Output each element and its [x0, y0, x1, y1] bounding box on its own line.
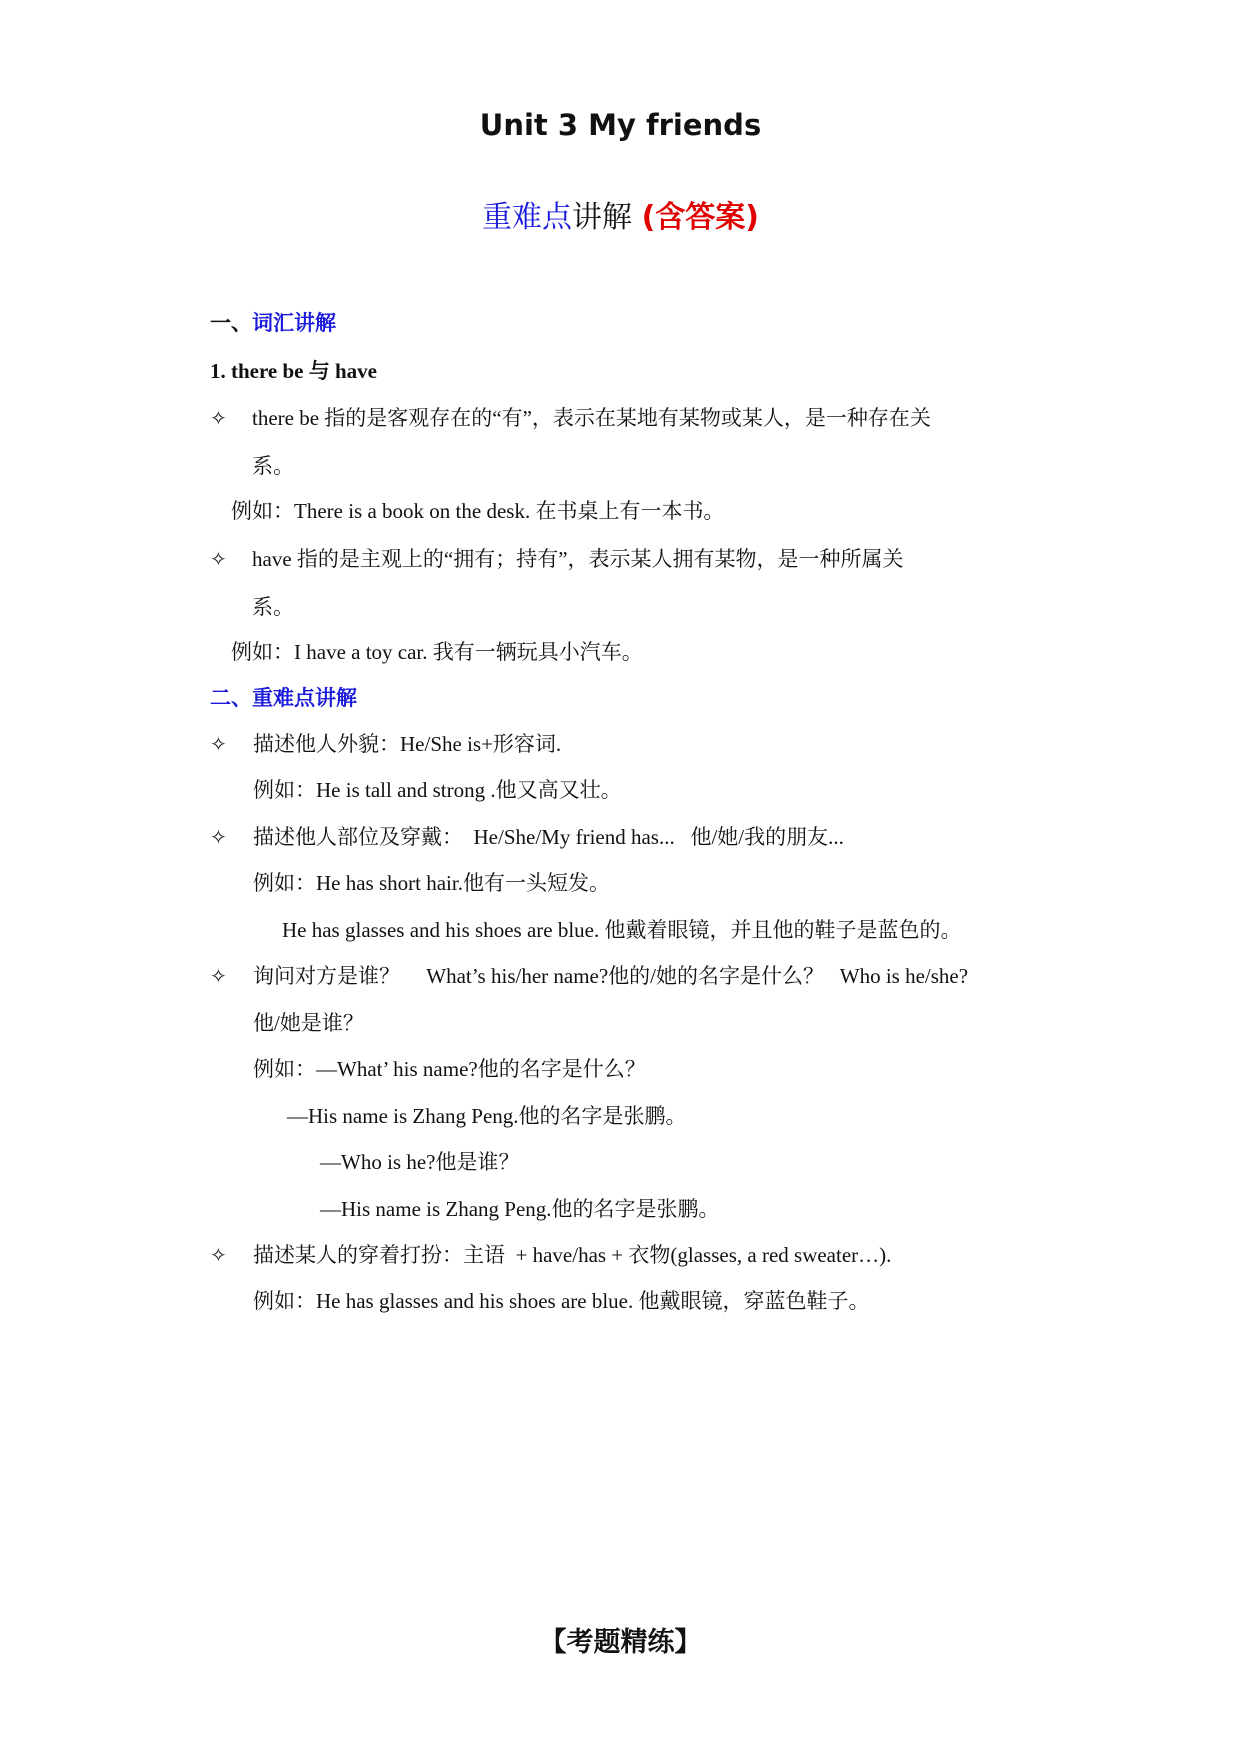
p1-line1: there be 指的是客观存在的“有”，表示在某地有某物或某人，是一种存在关: [252, 406, 931, 430]
b3-line1: 询问对方是谁？ What’s his/her name?他的/她的名字是什么？ Who is he/she?: [253, 964, 969, 988]
p2-line1: have 指的是主观上的“拥有；持有”，表示某人拥有某物，是一种所属关: [252, 547, 904, 571]
b1-example: 例如：He is tall and strong .他又高又壮。: [253, 778, 622, 802]
b3-example4: —His name is Zhang Peng.他的名字是张鹏。: [320, 1197, 720, 1221]
subtitle-part3: (含答案): [641, 200, 759, 235]
bullet-icon: ✧: [210, 964, 227, 988]
p1-line2: 系。: [252, 454, 294, 478]
subtitle-part1: 重难点: [482, 200, 573, 235]
bullet-icon: ✧: [210, 732, 227, 756]
section1-number: 一、: [210, 311, 252, 335]
subtitle-part2: 讲解: [572, 200, 642, 235]
section2-number: 二、: [210, 686, 252, 710]
b1-text: 描述他人外貌：He/She is+形容词.: [253, 732, 562, 756]
document-title: Unit 3 My friends: [479, 108, 762, 142]
b2-example2: He has glasses and his shoes are blue. 他戴着眼镜，并且他的鞋子是蓝色的。: [282, 918, 962, 942]
item1-heading: 1. there be 与 have: [210, 359, 378, 383]
b3-example3: —Who is he?他是谁？: [320, 1150, 520, 1174]
b2-text: 描述他人部位及穿戴： He/She/My friend has... 他/她/我的朋友...: [253, 825, 844, 849]
practice-heading: 【考题精练】: [539, 1627, 702, 1658]
p2-example: 例如：I have a toy car. 我有一辆玩具小汽车。: [231, 640, 643, 664]
bullet-icon: ✧: [210, 1243, 227, 1267]
bullet-icon: ✧: [210, 406, 227, 430]
bullet-icon: ✧: [210, 547, 227, 571]
p2-line2: 系。: [252, 595, 294, 619]
section1-label: 词汇讲解: [252, 311, 336, 335]
section2-label: 重难点讲解: [252, 686, 357, 710]
section2-heading: [210, 683, 357, 713]
section1-heading: [210, 308, 336, 338]
b2-example1: 例如：He has short hair.他有一头短发。: [253, 871, 610, 895]
b3-example1: 例如：—What’ his name?他的名字是什么？: [253, 1057, 646, 1081]
b3-line2: 他/她是谁？: [253, 1011, 364, 1035]
b4-text: 描述某人的穿着打扮：主语 + have/has + 衣物(glasses, a red sweater…).: [253, 1243, 892, 1267]
bullet-icon: ✧: [210, 825, 227, 849]
document-subtitle: [0, 192, 1241, 236]
b3-example2: —His name is Zhang Peng.他的名字是张鹏。: [287, 1104, 687, 1128]
p1-example: 例如：There is a book on the desk. 在书桌上有一本书。: [231, 499, 725, 523]
b4-example: 例如：He has glasses and his shoes are blue. 他戴眼镜，穿蓝色鞋子。: [253, 1289, 870, 1313]
